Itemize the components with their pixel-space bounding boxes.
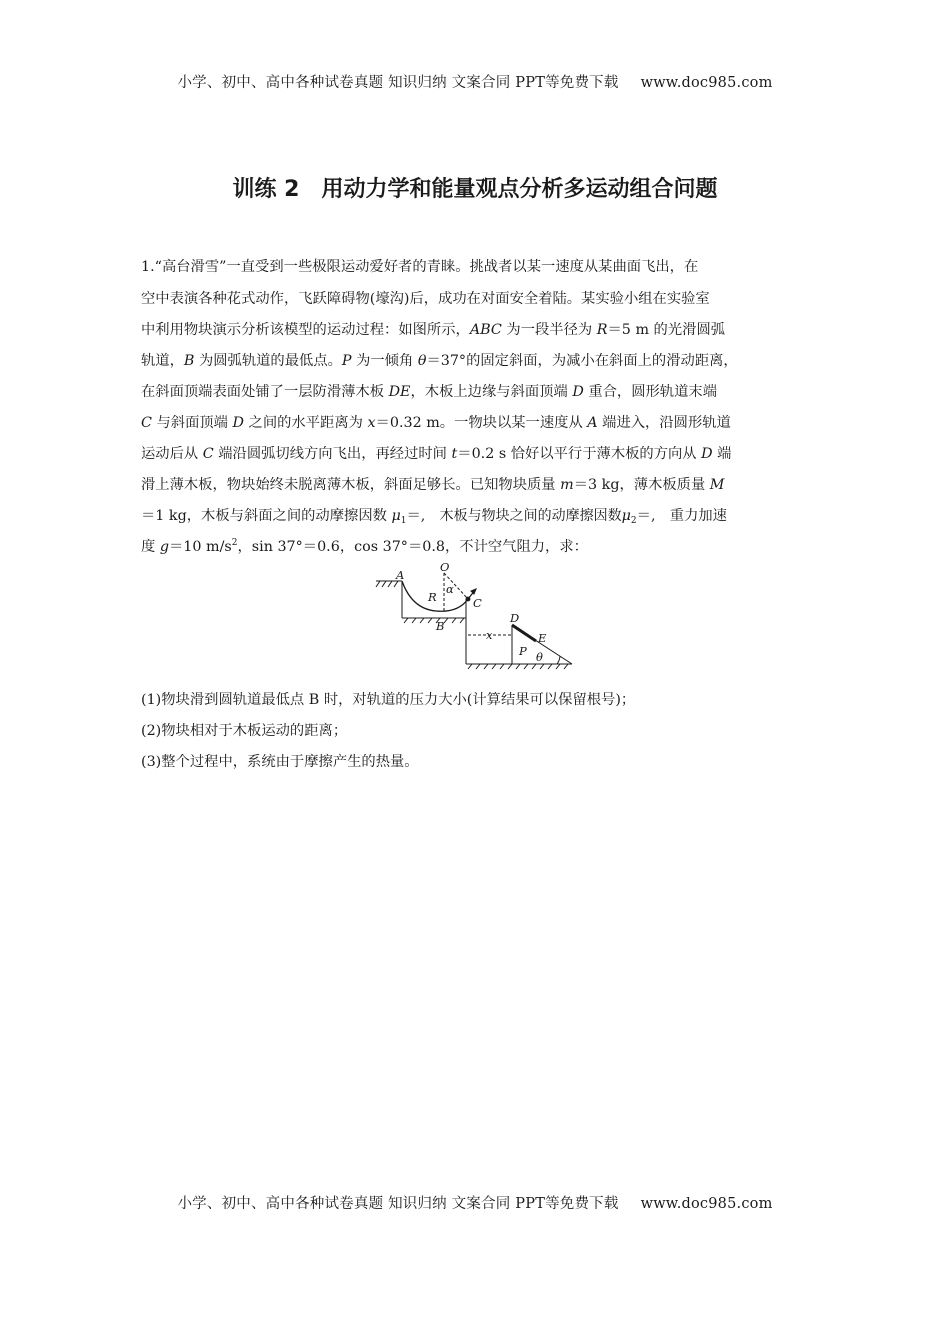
label-P: P — [519, 644, 527, 658]
label-B: B — [436, 619, 445, 633]
problem-line-7: 运动后从 C 端沿圆弧切线方向飞出，再经过时间 t＝0.2 s 恰好以平行于薄木板的方向从 D 端 — [141, 446, 732, 462]
question-2: (2)物块相对于木板运动的距离； — [141, 723, 348, 739]
problem-line-8: 滑上薄木板，物块始终未脱离薄木板，斜面足够长。已知物块质量 m＝3 kg，薄木板质量 M — [141, 477, 725, 493]
header-url[interactable]: www.doc985.com — [640, 75, 773, 91]
label-x: x — [486, 628, 493, 642]
problem-line-3: 中利用物块演示分析该模型的运动过程：如图所示，ABC 为一段半径为 R＝5 m 的光滑圆弧 — [141, 322, 726, 338]
label-C: C — [473, 596, 482, 610]
question-1: (1)物块滑到圆轨道最低点 B 时，对轨道的压力大小(计算结果可以保留根号)； — [141, 692, 636, 708]
page-title: 训练 2 用动力学和能量观点分析多运动组合问题 — [232, 177, 718, 202]
label-R: R — [428, 590, 437, 604]
problem-line-10: 度 g＝10 $m/s^2$，sin 37°＝0.6，cos 37°＝0.8，不计空气阻力，求： — [141, 538, 588, 555]
label-D: D — [510, 611, 520, 625]
label-alpha: α — [446, 582, 454, 596]
problem-line-9: ＝1 kg，木板与斜面之间的动摩擦因数 $\mu_1=$, 木板与物块之间的动摩擦因数$\mu_2=$, 重力加速 — [141, 508, 727, 526]
question-3: (3)整个过程中，系统由于摩擦产生的热量。 — [141, 754, 419, 770]
problem-line-6: C 与斜面顶端 D 之间的水平距离为 x＝0.32 m。一物块以某一速度从 A 端进入，沿圆形轨道 — [141, 415, 731, 431]
header-tagline: 小学、初中、高中各种试卷真题 知识归纳 文案合同 PPT等免费下载 — [177, 75, 619, 91]
label-theta: θ — [536, 650, 543, 664]
footer-url[interactable]: www.doc985.com — [640, 1196, 773, 1212]
page-footer — [0, 1192, 950, 1213]
problem-line-1: 1.“高台滑雪”一直受到一些极限运动爱好者的青睐。挑战者以某一速度从某曲面飞出，在 — [141, 259, 699, 275]
problem-line-2: 空中表演各种花式动作，飞跃障碍物(壕沟)后，成功在对面安全着陆。某实验小组在实验室 — [141, 291, 710, 307]
problem-line-4: 轨道，B 为圆弧轨道的最低点。P 为一倾角 θ＝37°的固定斜面，为减小在斜面上的滑动距离， — [141, 353, 738, 369]
block-at-C — [466, 597, 471, 602]
lower-floor-hatch — [404, 618, 464, 623]
physics-diagram — [372, 561, 582, 673]
footer-tagline: 小学、初中、高中各种试卷真题 知识归纳 文案合同 PPT等免费下载 — [177, 1196, 619, 1212]
left-ground-hatch — [376, 581, 398, 587]
board-DE — [512, 625, 536, 641]
label-A: A — [396, 568, 405, 582]
angle-theta-arc — [557, 656, 560, 664]
label-E: E — [538, 631, 547, 645]
problem-line-5: 在斜面顶端表面处铺了一层防滑薄木板 DE，木板上边缘与斜面顶端 D 重合，圆形轨道末端 — [141, 384, 717, 400]
page-header — [0, 71, 950, 92]
bottom-floor-hatch — [468, 664, 568, 669]
arrow-head — [471, 589, 476, 594]
label-O: O — [440, 561, 450, 574]
